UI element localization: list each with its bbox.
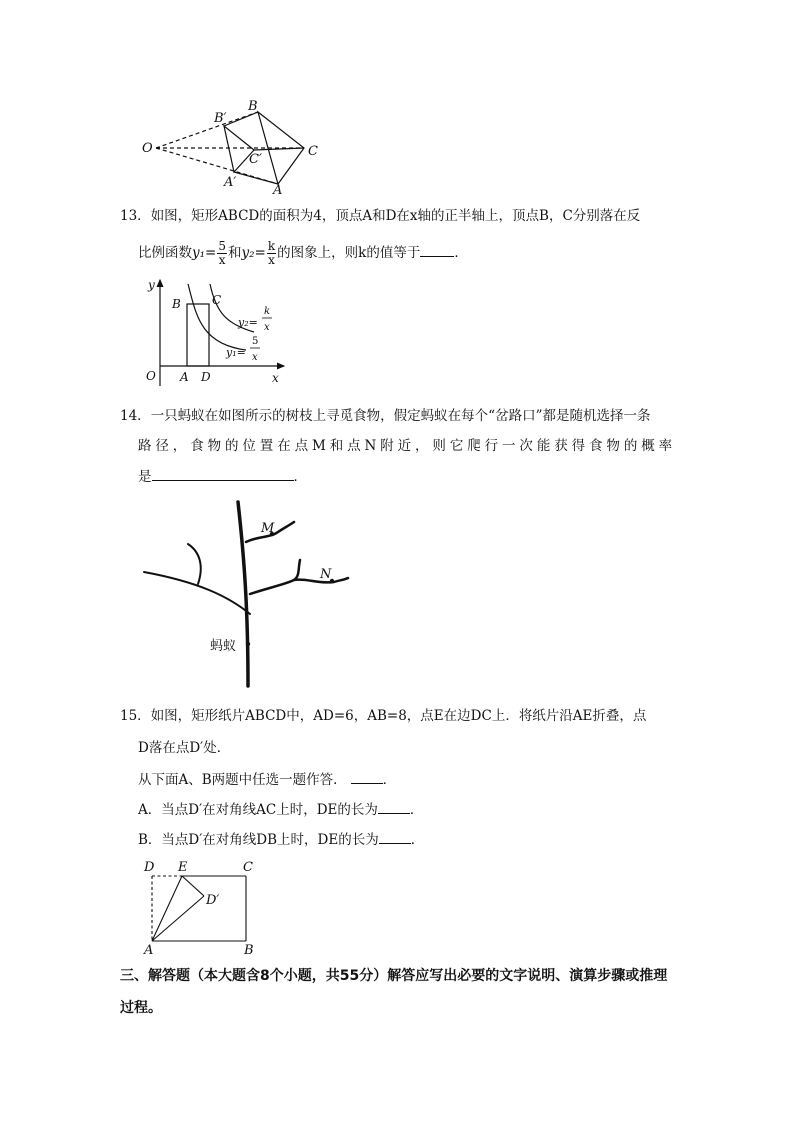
fold-line-ae	[152, 876, 182, 941]
q13-text-1: 如图，矩形ABCD的面积为4，顶点A和D在x轴的正半轴上，顶点B，C分别落在反	[150, 208, 641, 224]
q15-text-1: 如图，矩形纸片ABCD中，AD=6，AB=8，点E在边DC上．将纸片沿AE折叠，点	[150, 708, 647, 724]
label-y1: y₁=	[226, 346, 246, 359]
label-b: B	[248, 99, 258, 114]
ant-point	[246, 642, 250, 646]
section3-heading-line2: 过程。	[120, 1000, 162, 1016]
folded-rectangle-figure	[138, 856, 268, 958]
segment-ed1	[182, 876, 204, 896]
q15-line5	[138, 830, 424, 850]
label-o: O	[142, 141, 153, 156]
label-d1: D′	[206, 893, 220, 908]
q15-line4	[138, 800, 423, 820]
segment-a1a	[234, 172, 278, 184]
label-c: C	[243, 860, 253, 875]
label-a1: A′	[224, 175, 237, 190]
label-a: A	[180, 370, 189, 384]
q13-number: 13．	[120, 208, 151, 224]
q15-end-5: ．	[410, 832, 425, 848]
q13-text-2a: 比例函数	[138, 245, 192, 261]
label-x: x	[272, 371, 279, 385]
label-y: y	[148, 278, 155, 292]
segment-ad1	[152, 896, 204, 941]
label-m: M	[261, 521, 275, 536]
q13-answer-blank	[420, 244, 454, 257]
label-e: E	[178, 860, 188, 875]
q13-line1	[120, 206, 640, 226]
label-y1-den: x	[252, 352, 258, 363]
q14-text-3: 是	[138, 469, 152, 485]
q13-fraction-1: $\frac{5}{x}$	[218, 239, 226, 267]
q15-b-answer-blank	[379, 831, 411, 844]
q14-text-1: 一只蚂蚁在如图所示的树枝上寻觅食物，假定蚂蚁在每个“岔路口”都是随机选择一条	[150, 408, 651, 424]
q15-end-3: ．	[382, 772, 397, 788]
label-y2-den: x	[264, 322, 270, 333]
label-b: B	[172, 297, 181, 311]
label-o: O	[146, 369, 156, 383]
q15-line1	[120, 706, 646, 726]
q14-number: 14．	[120, 408, 151, 424]
label-y2: y₂=	[238, 316, 258, 329]
label-a: A	[144, 943, 154, 958]
tree-branch-figure	[138, 496, 368, 692]
label-a: A	[273, 183, 283, 198]
q13-and: 和	[228, 245, 242, 261]
q15-text-3: 从下面A、B两题中任选一题作答．	[138, 772, 347, 788]
label-n: N	[320, 567, 332, 582]
label-b: B	[244, 943, 254, 958]
dashed-line-ob	[156, 112, 258, 148]
q15-text-5: B．当点D′在对角线DB上时，DE的长为	[138, 832, 379, 848]
label-d: D	[144, 860, 155, 875]
q13-end: ．	[454, 245, 468, 261]
rectangle-abcd	[187, 304, 209, 366]
q15-line2: D落在点D′处．	[138, 740, 231, 756]
section3-heading-line1: 三、解答题（本大题含8个小题，共55分）解答应写出必要的文字说明、演算步骤或推理	[120, 968, 668, 984]
left-twig	[188, 544, 201, 584]
q13-line2	[138, 238, 468, 268]
label-c: C	[308, 144, 318, 159]
label-y1-num: 5	[252, 336, 259, 347]
left-branch	[144, 572, 250, 614]
q15-line3	[138, 770, 396, 790]
q15-end-4: ．	[409, 802, 424, 818]
homothety-figure	[130, 98, 330, 198]
label-ant: 蚂蚁	[210, 639, 237, 654]
right-branch	[250, 560, 300, 594]
q15-text-4: A．当点D′在对角线AC上时，DE的长为	[138, 802, 378, 818]
q15-a-answer-blank	[378, 801, 410, 814]
label-y2-num: k	[264, 306, 271, 317]
q15-choice-blank	[351, 771, 383, 784]
q13-text-2b: 的图象上，则k的值等于	[277, 245, 421, 261]
q13-y2: y₂=	[241, 245, 266, 261]
label-c1: C′	[249, 152, 262, 167]
label-d: D	[201, 370, 211, 384]
q14-answer-blank	[152, 468, 294, 481]
q14-line1	[120, 406, 651, 426]
label-c: C	[212, 293, 222, 307]
q14-line3	[138, 467, 307, 487]
q13-fraction-2: $\frac{k}{x}$	[267, 239, 276, 267]
q15-number: 15．	[120, 708, 151, 724]
tree-trunk	[238, 502, 248, 686]
label-b1: B′	[214, 111, 227, 126]
segment-b1b	[224, 112, 258, 126]
q14-line2: 路径，食物的位置在点M和点N附近，则它爬行一次能获得食物的概率	[138, 438, 677, 454]
inverse-function-graph	[138, 274, 290, 390]
q14-end: ．	[293, 469, 307, 485]
q13-y1: y₁=	[192, 245, 217, 261]
